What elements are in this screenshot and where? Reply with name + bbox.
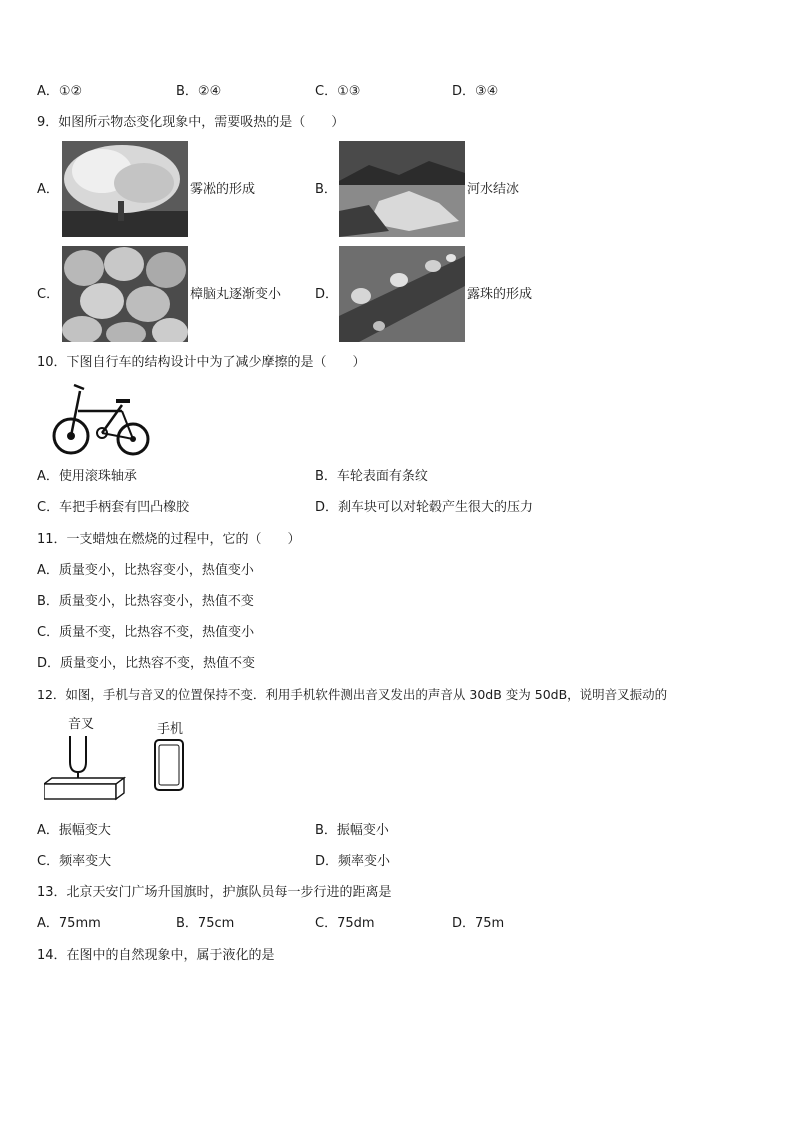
q11-option-b: B．质量变小，比热容变小，热值不变 [37,594,254,609]
q8-option-b: B．②④ [176,84,222,99]
rime-photo [62,141,188,237]
q14-stem: 14．在图中的自然现象中，属于液化的是 [37,948,275,963]
q10-stem: 10．下图自行车的结构设计中为了减少摩擦的是（ ） [37,355,366,370]
q12-stem: 12．如图，手机与音叉的位置保持不变．利用手机软件测出音叉发出的声音从 30dB 变为 50dB，说明音叉振动的 [37,687,668,702]
fork-phone-figure [44,734,194,802]
q9-option-c-caption: 樟脑丸逐渐变小 [190,287,282,302]
q9-option-a-letter: A． [37,182,59,197]
q13-option-d: D．75m [452,916,505,931]
q12-option-a: A．振幅变大 [37,823,111,838]
tuning-fork-label: 音叉 [68,717,95,732]
bicycle-figure [50,381,154,461]
q12-option-d: D．频率变小 [315,854,391,869]
q12-option-c: C．频率变大 [37,854,112,869]
mothballs-photo [62,246,188,342]
q11-option-c: C．质量不变，比热容不变，热值变小 [37,625,255,640]
q8-option-d: D．③④ [452,84,499,99]
q9-option-b-caption: 河水结冰 [467,182,520,197]
q9-stem: 9．如图所示物态变化现象中，需要吸热的是（ ） [37,115,345,130]
q8-option-a: A．①② [37,84,83,99]
q9-option-d-caption: 露珠的形成 [467,287,533,302]
q13-option-a: A．75mm [37,916,101,931]
q11-stem: 11．一支蜡烛在燃烧的过程中，它的（ ） [37,532,301,547]
q11-option-a: A．质量变小，比热容变小，热值变小 [37,563,254,578]
q9-option-c-letter: C． [37,287,60,302]
q10-option-b: B．车轮表面有条纹 [315,469,428,484]
frozen-river-photo [339,141,465,237]
q10-option-a: A．使用滚珠轴承 [37,469,137,484]
q13-stem: 13．北京天安门广场升国旗时，护旗队员每一步行进的距离是 [37,885,392,900]
q9-option-d-letter: D． [315,287,339,302]
q8-option-c: C．①③ [315,84,361,99]
q10-option-d: D．刹车块可以对轮毂产生很大的压力 [315,500,534,515]
q9-option-b-letter: B． [315,182,337,197]
q10-option-c: C．车把手柄套有凹凸橡胶 [37,500,190,515]
phone-label: 手机 [157,722,184,737]
dewdrops-photo [339,246,465,342]
q11-option-d: D．质量变小，比热容不变，热值不变 [37,656,256,671]
q12-option-b: B．振幅变小 [315,823,389,838]
q13-option-b: B．75cm [176,916,235,931]
q9-option-a-caption: 雾凇的形成 [190,182,256,197]
q13-option-c: C．75dm [315,916,375,931]
